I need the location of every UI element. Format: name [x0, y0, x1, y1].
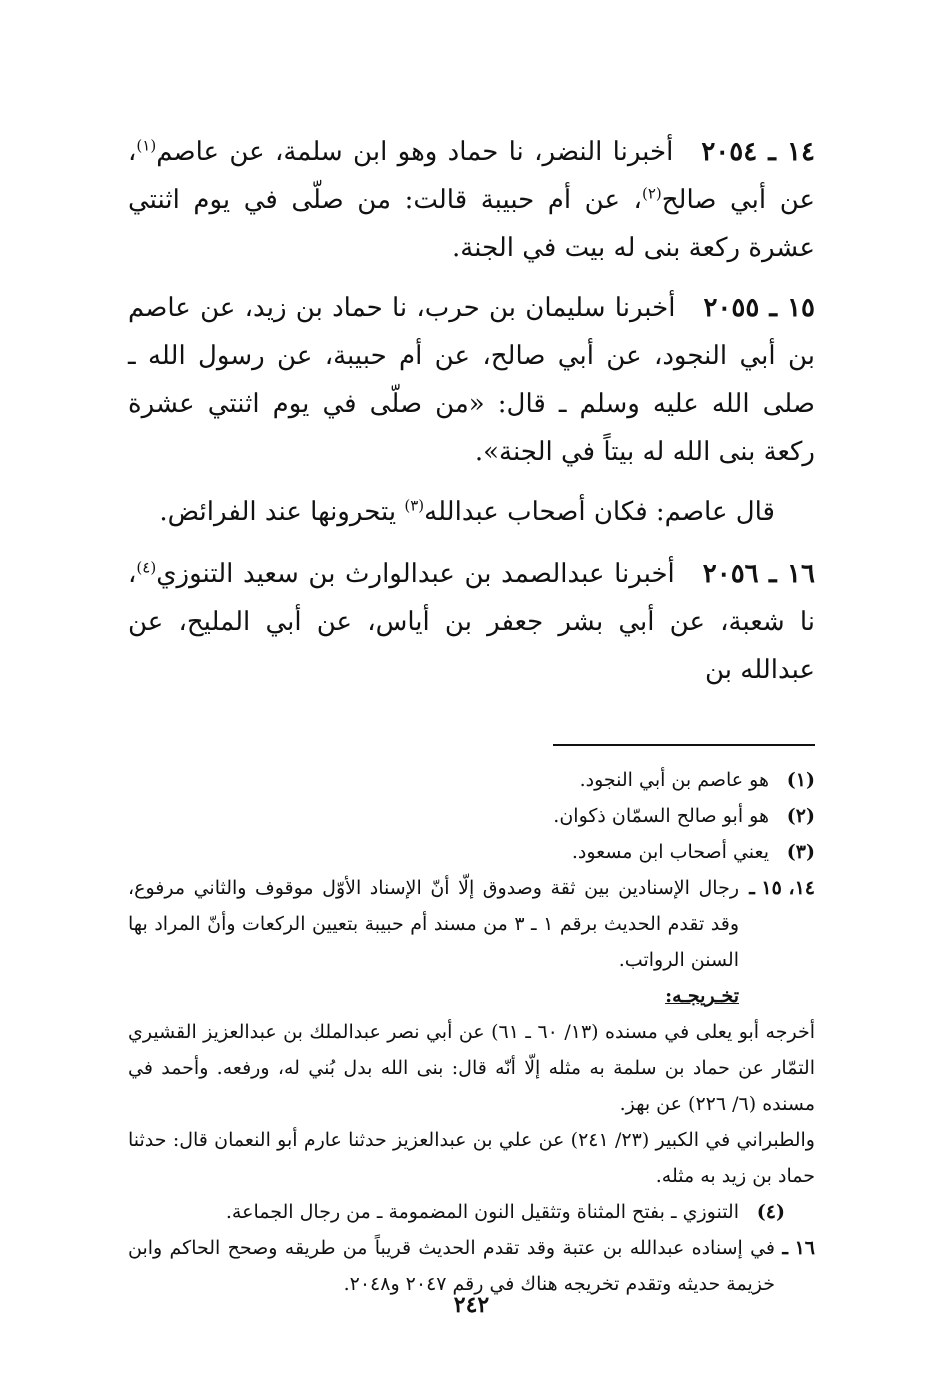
- footnote-ref[interactable]: (١): [136, 136, 157, 155]
- footnotes: [128, 762, 815, 1302]
- footnote-mark: ١٦ ـ: [782, 1237, 815, 1259]
- footnote-mark: ١٤، ١٥ ـ: [749, 877, 815, 899]
- hadith-2055: [128, 284, 815, 476]
- footnote-1: [128, 762, 815, 798]
- footnote-mark: (٣): [786, 841, 815, 863]
- footnote-text: يعني أصحاب ابن مسعود.: [571, 841, 769, 863]
- hadith-text: أخبرنا سليمان بن حرب، نا حماد بن زيد، عن عاصم بن أبي النجود، عن أبي صالح، عن أم حبيبة، عن رسول الله ـ صلى الله عليه وسلم ـ قال: «من صلّى في يوم اثنتي عشرة ركعة بنى الله له بيتاً في الجنة».: [128, 293, 815, 467]
- hadith-number: ١٤ ـ ٢٠٥٤: [701, 137, 815, 167]
- footnote-text: رجال الإسنادين بين ثقة وصدوق إلّا أنّ الإسناد الأوّل موقوف والثاني مرفوع، وقد تقدم الحديث برقم ١ ـ ٣ من مسند أم حبيبة بتعيين الركعات وأنّ المراد بها السنن الرواتب.: [128, 877, 739, 971]
- footnote-4: [128, 1194, 815, 1230]
- asim-note: [128, 488, 815, 536]
- takhrij-section: [128, 978, 815, 1014]
- note-text: قال عاصم: فكان أصحاب عبدالله: [424, 497, 775, 527]
- hadith-number: ١٦ ـ ٢٠٥٦: [702, 559, 815, 589]
- page-number: ٢٤٢: [453, 1292, 490, 1318]
- hadith-text: ، عن أبي صالح: [128, 137, 815, 215]
- footnote-ref[interactable]: (٢): [641, 184, 662, 203]
- footnote-ref[interactable]: (٣): [404, 496, 425, 515]
- hadith-text: ، عن أم حبيبة قالت: من صلّى في يوم اثنتي عشرة ركعة بنى له بيت في الجنة.: [128, 185, 815, 263]
- footnote-text: هو أبو صالح السمّان ذكوان.: [553, 805, 769, 827]
- footnote-ref[interactable]: (٤): [136, 558, 157, 577]
- footnote-mark: (١): [786, 769, 815, 791]
- takhrij-para-1: أخرجه أبو يعلى في مسنده (١٣/ ٦٠ ـ ٦١) عن أبي نصر عبدالملك بن عبدالعزيز القشيري التمّار عن حماد بن سلمة به مثله إلّا أنّه قال: بنى الله بدل بُني له، ورفعه. وأحمد في مسنده (٦/ ٢٢٦) عن بهز.: [128, 1021, 815, 1115]
- hadith-2056: [128, 550, 815, 694]
- hadith-2054: [128, 128, 815, 272]
- hadith-text: أخبرنا عبدالصمد بن عبدالوارث بن سعيد التنوزي: [156, 559, 675, 589]
- hadith-text: ، نا شعبة، عن أبي بشر جعفر بن أياس، عن أبي المليح، عن عبدالله بن: [128, 559, 815, 685]
- hadith-text: أخبرنا النضر، نا حماد وهو ابن سلمة، عن عاصم: [156, 137, 674, 167]
- footnote-14-15: [128, 870, 815, 978]
- footnote-text: هو عاصم بن أبي النجود.: [579, 769, 769, 791]
- footnote-3: [128, 834, 815, 870]
- note-text: يتحرونها عند الفرائض.: [159, 497, 405, 527]
- footnote-separator: [553, 744, 815, 746]
- footnote-2: [128, 798, 815, 834]
- takhrij-heading: تخـريجـه:: [665, 985, 739, 1007]
- takhrij-para-2: والطبراني في الكبير (٢٣/ ٢٤١) عن علي بن عبدالعزيز حدثنا عارم أبو النعمان قال: حدثنا حماد بن زيد به مثله.: [128, 1129, 815, 1187]
- footnote-mark: (٢): [786, 805, 815, 827]
- footnote-text: في إسناده عبدالله بن عتبة وقد تقدم الحديث قريباً من طريقه وصحح الحاكم وابن خزيمة حديثه وتقدم تخريجه هناك في رقم ٢٠٤٧ و٢٠٤٨.: [128, 1237, 775, 1295]
- footnote-mark: (٤): [756, 1201, 785, 1223]
- footnote-text: التنوزي ـ بفتح المثناة وتثقيل النون المضمومة ـ من رجال الجماعة.: [225, 1201, 739, 1223]
- hadith-number: ١٥ ـ ٢٠٥٥: [703, 293, 815, 323]
